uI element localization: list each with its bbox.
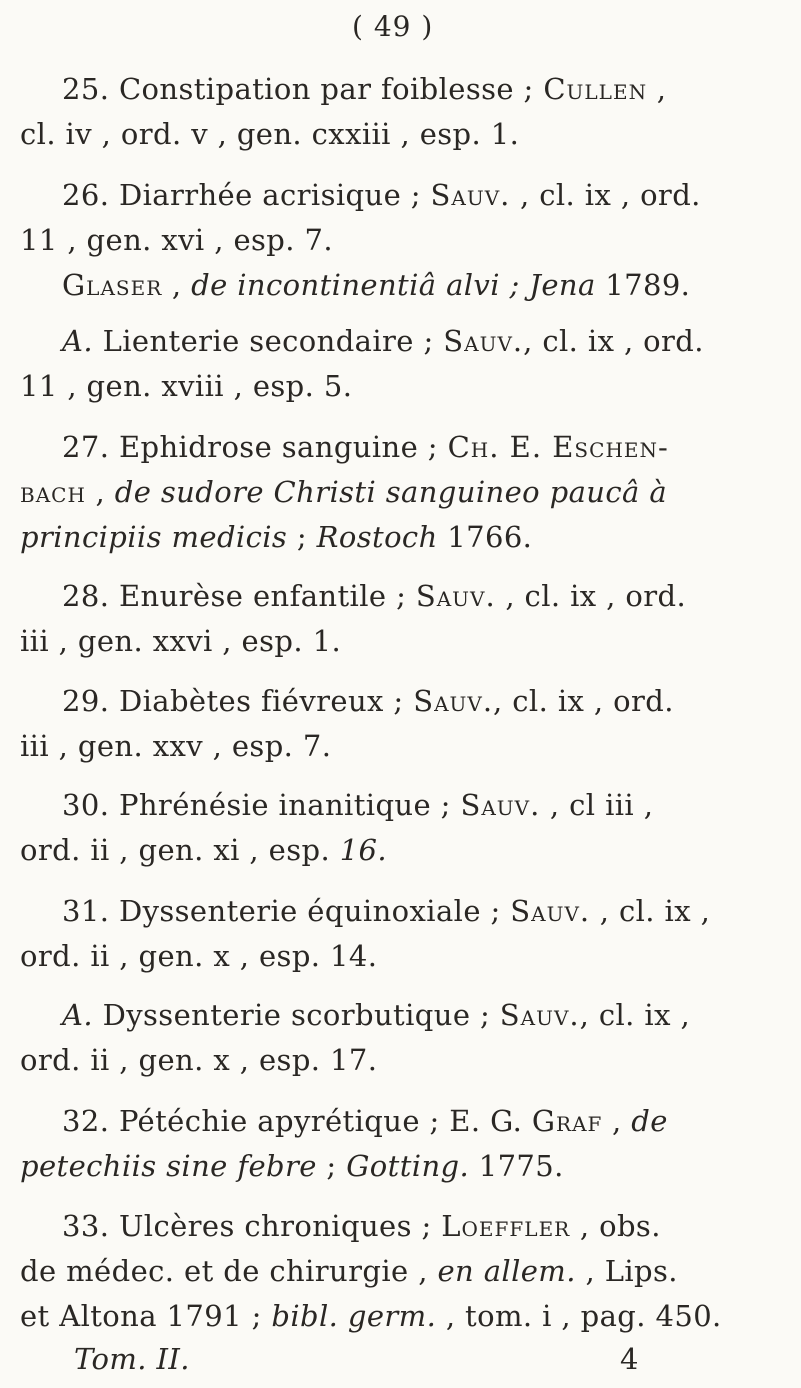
entry-30-line-2: ord. ii , gen. xi , esp. 16. xyxy=(20,833,388,867)
entry-dyssenterie-scorbutique-line-2: ord. ii , gen. x , esp. 17. xyxy=(20,1043,378,1077)
entry-33-line-3: et Altona 1791 ; bibl. germ. , tom. i , pag. 450. xyxy=(20,1299,722,1333)
entry-27-line-3: principiis medicis ; Rostoch 1766. xyxy=(20,520,533,554)
entry-26-line-1: 26. Diarrhée acrisique ; Sauv. , cl. ix , ord. xyxy=(62,178,701,212)
entry-lienterie-line-1: A. Lienterie secondaire ; Sauv., cl. ix , ord. xyxy=(62,324,704,358)
signature-mark: 4 xyxy=(620,1342,639,1376)
entry-25-line-2: cl. iv , ord. v , gen. cxxiii , esp. 1. xyxy=(20,117,520,151)
entry-glaser: Glaser , de incontinentiâ alvi ; Jena 1789. xyxy=(62,268,691,302)
entry-29-line-2: iii , gen. xxv , esp. 7. xyxy=(20,729,332,763)
entry-33-line-2: de médec. et de chirurgie , en allem. , Lips. xyxy=(20,1254,678,1288)
entry-30-line-1: 30. Phrénésie inanitique ; Sauv. , cl iii , xyxy=(62,788,654,822)
entry-27-line-1: 27. Ephidrose sanguine ; Ch. E. Eschen- xyxy=(62,430,669,464)
entry-25-line-1: 25. Constipation par foiblesse ; Cullen , xyxy=(62,72,667,106)
entry-26-line-2: 11 , gen. xvi , esp. 7. xyxy=(20,223,333,257)
entry-lienterie-line-2: 11 , gen. xviii , esp. 5. xyxy=(20,369,353,403)
entry-31-line-2: ord. ii , gen. x , esp. 14. xyxy=(20,939,378,973)
entry-32-line-1: 32. Pétéchie apyrétique ; E. G. Graf , de xyxy=(62,1104,668,1138)
entry-dyssenterie-scorbutique-line-1: A. Dyssenterie scorbutique ; Sauv., cl. ix , xyxy=(62,998,691,1032)
entry-28-line-2: iii , gen. xxvi , esp. 1. xyxy=(20,624,342,658)
entry-33-line-1: 33. Ulcères chroniques ; Loeffler , obs. xyxy=(62,1209,661,1243)
page-number-header: ( 49 ) xyxy=(352,10,434,43)
entry-31-line-1: 31. Dyssenterie équinoxiale ; Sauv. , cl. ix , xyxy=(62,894,711,928)
entry-27-line-2: bach , de sudore Christi sanguineo paucâ à xyxy=(20,475,668,509)
entry-32-line-2: petechiis sine febre ; Gotting. 1775. xyxy=(20,1149,564,1183)
volume-label: Tom. II. xyxy=(74,1342,190,1376)
entry-28-line-1: 28. Enurèse enfantile ; Sauv. , cl. ix , ord. xyxy=(62,579,687,613)
entry-29-line-1: 29. Diabètes fiévreux ; Sauv., cl. ix , ord. xyxy=(62,684,674,718)
